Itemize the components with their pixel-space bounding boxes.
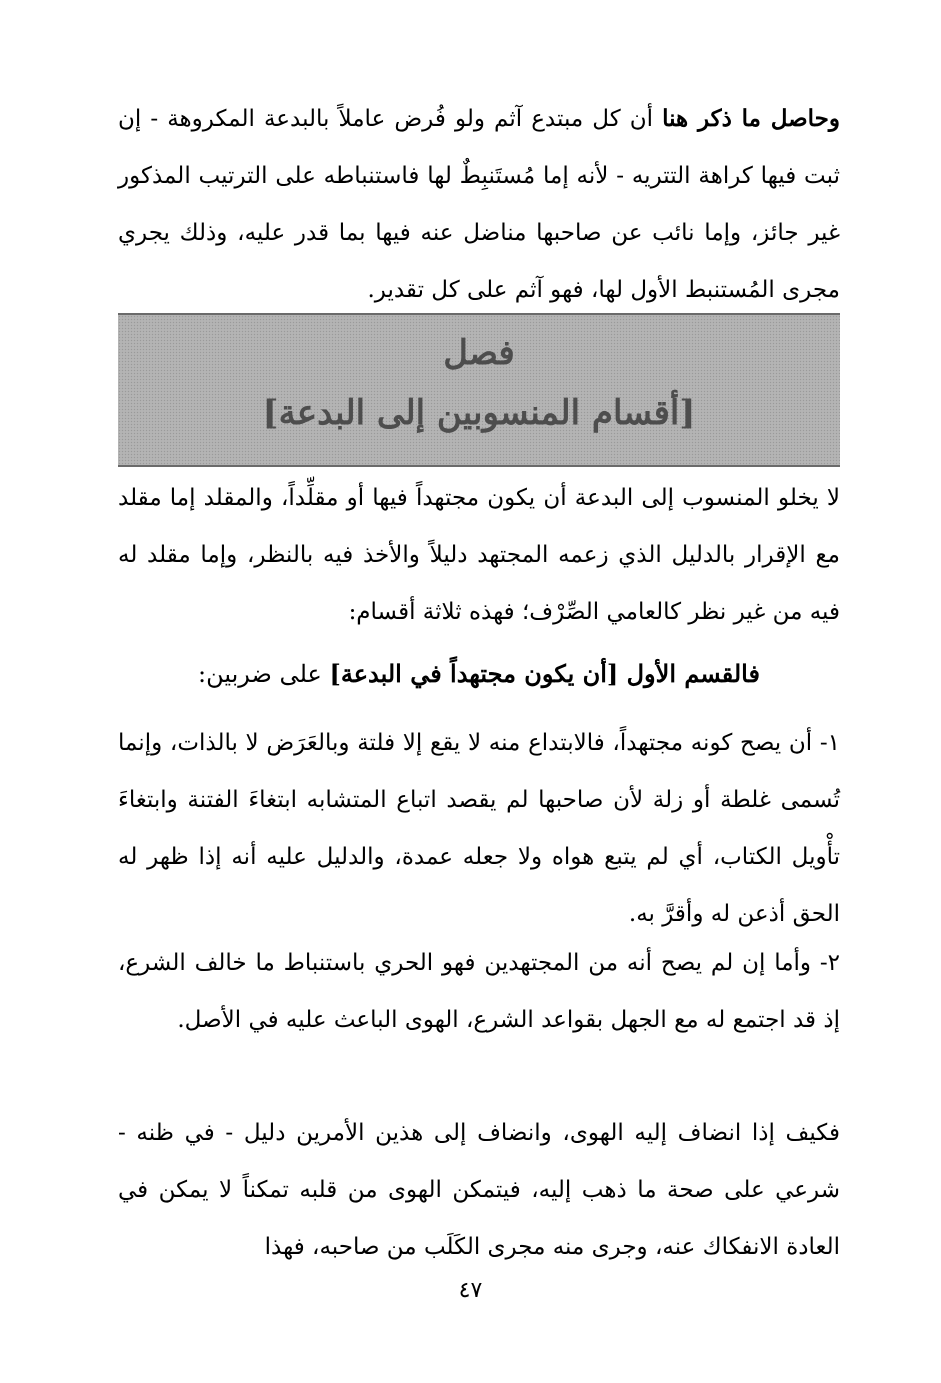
intro-text: أن كل مبتدع آثم ولو فُرض عاملاً بالبدعة المكروهة - إن ثبت فيها كراهة التتريه - لأنه إما مُستَنبِطٌ لها فاستنباطه على الترتيب المذكور غير جائز، وإما نائب عن صاحبها مناضل عنه فيها بما قدر عليه، وذلك يجري مجرى المُستنبط الأول لها، فهو آثم على كل تقدير. bbox=[118, 106, 840, 303]
heading-rest: على ضربين: bbox=[198, 660, 330, 688]
body-paragraph-3: ٢- وأما إن لم يصح أنه من المجتهدين فهو الحري باستنباط ما خالف الشرع، إذ قد اجتمع له مع الجهل بقواعد الشرع، الهوى الباعث عليه في الأصل. bbox=[118, 950, 840, 1033]
body-paragraph-2-wrap bbox=[118, 715, 840, 943]
intro-lead: وحاصل ما ذكر هنا bbox=[662, 105, 840, 132]
section-subtitle: [أقسام المنسوبين إلى البدعة] bbox=[262, 393, 696, 433]
body-paragraph-1-wrap bbox=[118, 470, 840, 641]
subsection-heading bbox=[118, 645, 840, 703]
heading-wrap bbox=[118, 645, 840, 703]
section-title: فصل bbox=[443, 333, 515, 373]
heading-bold: فالقسم الأول [أن يكون مجتهداً في البدعة] bbox=[329, 659, 760, 688]
intro-paragraph bbox=[118, 90, 840, 319]
body-paragraph-4-wrap bbox=[118, 1105, 840, 1276]
page-number: ٤٧ bbox=[458, 1278, 483, 1303]
intro-block bbox=[118, 90, 840, 319]
body-paragraph-3-wrap bbox=[118, 935, 840, 1049]
body-paragraph-1: لا يخلو المنسوب إلى البدعة أن يكون مجتهداً فيها أو مقلِّداً، والمقلد إما مقلد مع الإقرار بالدليل الذي زعمه المجتهد دليلاً والأخذ فيه بالنظر، وإما مقلد له فيه من غير نظر كالعامي الصِّرْف؛ فهذه ثلاثة أقسام: bbox=[118, 485, 840, 625]
section-banner bbox=[118, 313, 840, 467]
body-paragraph-2: ١- أن يصح كونه مجتهداً، فالابتداع منه لا يقع إلا فلتة وبالعَرَض لا بالذات، وإنما تُسمى غلطة أو زلة لأن صاحبها لم يقصد اتباع المتشابه ابتغاءَ الفتنة وابتغاءَ تأْويل الكتاب، أي لم يتبع هواه ولا جعله عمدة، والدليل عليه أنه إذا ظهر له الحق أذعن له وأقرَّ به. bbox=[118, 730, 840, 927]
body-paragraph-4: فكيف إذا انضاف إليه الهوى، وانضاف إلى هذين الأمرين دليل - في ظنه - شرعي على صحة ما ذهب إليه، فيتمكن الهوى من قلبه تمكناً لا يمكن في العادة الانفكاك عنه، وجرى منه مجرى الكَلَب من صاحبه، فهذا bbox=[118, 1120, 840, 1260]
